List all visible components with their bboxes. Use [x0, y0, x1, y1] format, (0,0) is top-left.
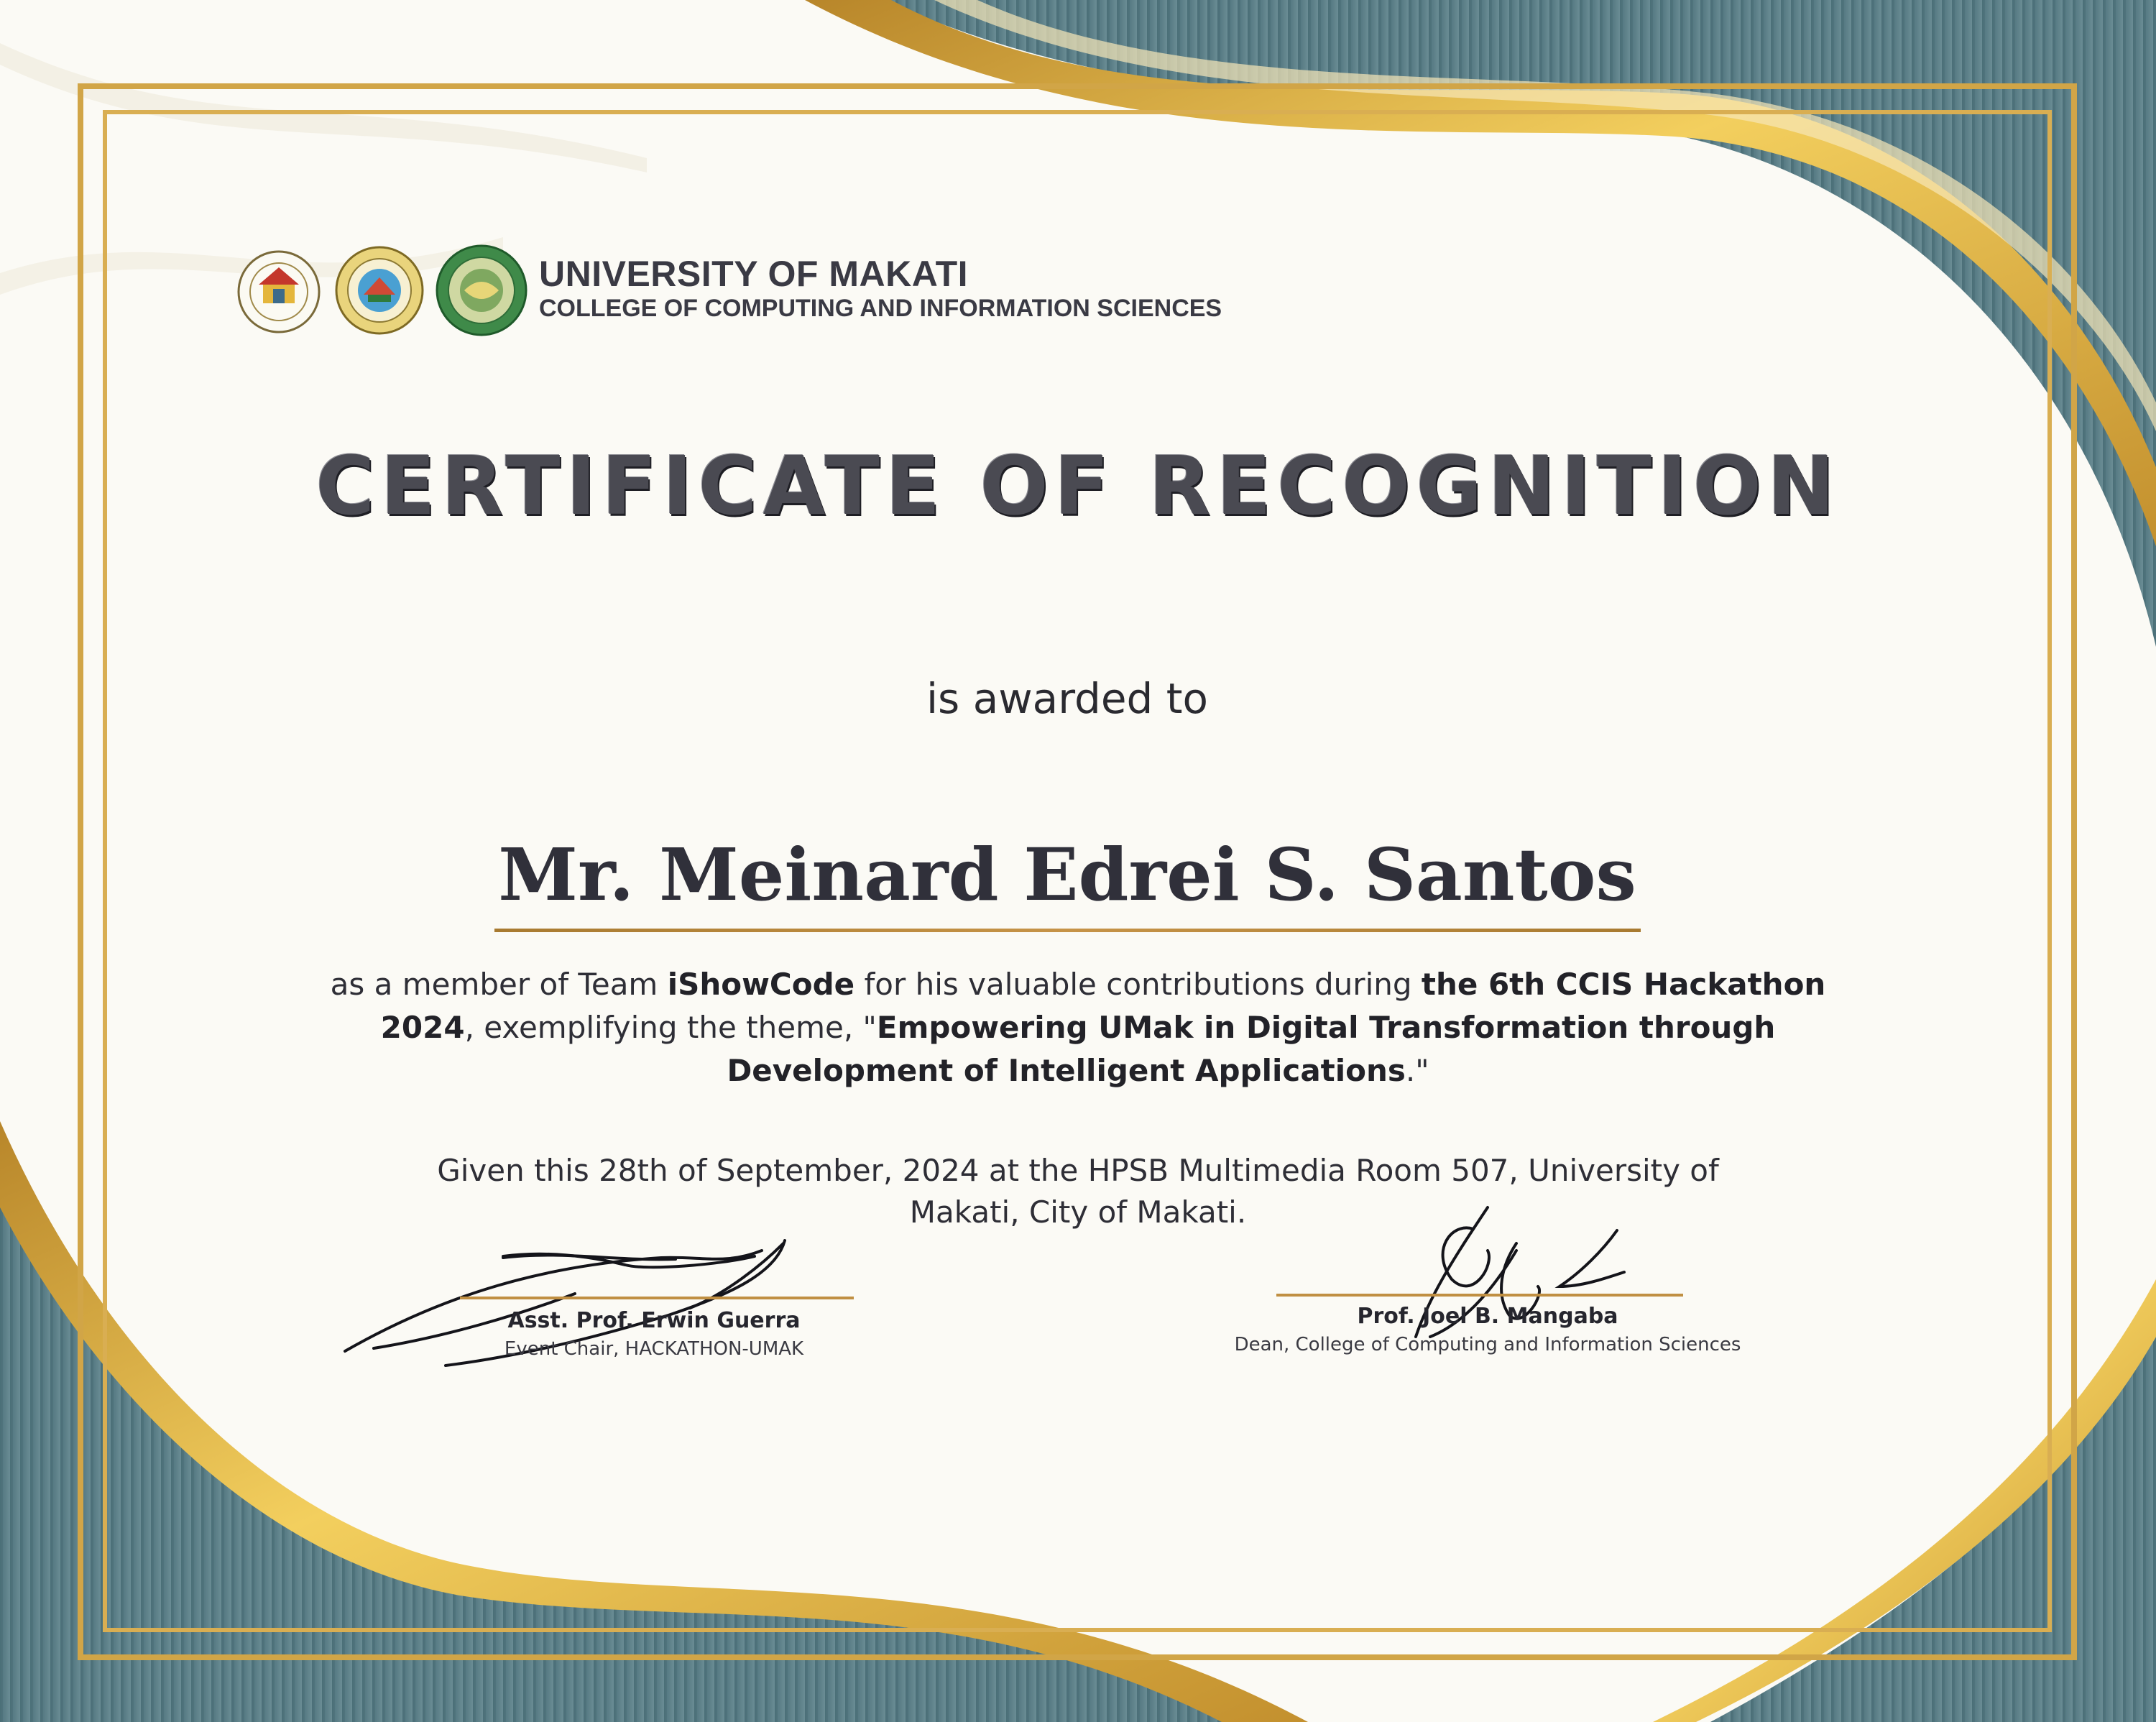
- university-name: UNIVERSITY OF MAKATI: [539, 254, 969, 294]
- given-statement: Given this 28th of September, 2024 at the HPSB Multimedia Room 507, University of Makati, City of Makati.: [437, 1153, 1719, 1230]
- signature-line-right: [1276, 1294, 1683, 1297]
- certificate-title: CERTIFICATE OF RECOGNITION: [315, 440, 1841, 533]
- signature-line-left: [460, 1297, 854, 1299]
- signatory-name-right: Prof. Joel B. Mangaba: [1357, 1304, 1618, 1329]
- recipient-underline: [494, 929, 1641, 932]
- citation-part4: .": [1405, 1053, 1429, 1088]
- citation-text: [280, 963, 1876, 1092]
- ccis-seal-icon: [437, 246, 526, 335]
- team-name: iShowCode: [667, 967, 855, 1002]
- citation-part1: as a member of Team: [330, 967, 668, 1002]
- theme-text: Empowering UMak in Digital Transformation through Development of Intelligent Applications: [727, 1010, 1776, 1088]
- lungsod-ng-makati-seal-icon: [239, 252, 319, 332]
- signatory-name-left: Asst. Prof. Erwin Guerra: [507, 1308, 801, 1333]
- awarded-to-label: is awarded to: [926, 674, 1209, 723]
- citation-part2: for his valuable contributions during: [854, 967, 1422, 1002]
- citation-part3: , exemplifying the theme, ": [464, 1010, 877, 1045]
- signatory-role-left: Event Chair, HACKATHON-UMAK: [504, 1338, 804, 1360]
- university-of-makati-seal-icon: [336, 247, 423, 333]
- recipient-name: Mr. Meinard Edrei S. Santos: [498, 832, 1636, 917]
- college-name: COLLEGE OF COMPUTING AND INFORMATION SCIENCES: [539, 295, 1222, 322]
- signatory-role-right: Dean, College of Computing and Information Sciences: [1234, 1334, 1741, 1355]
- event-name: the 6th CCIS Hackathon 2024: [380, 967, 1826, 1045]
